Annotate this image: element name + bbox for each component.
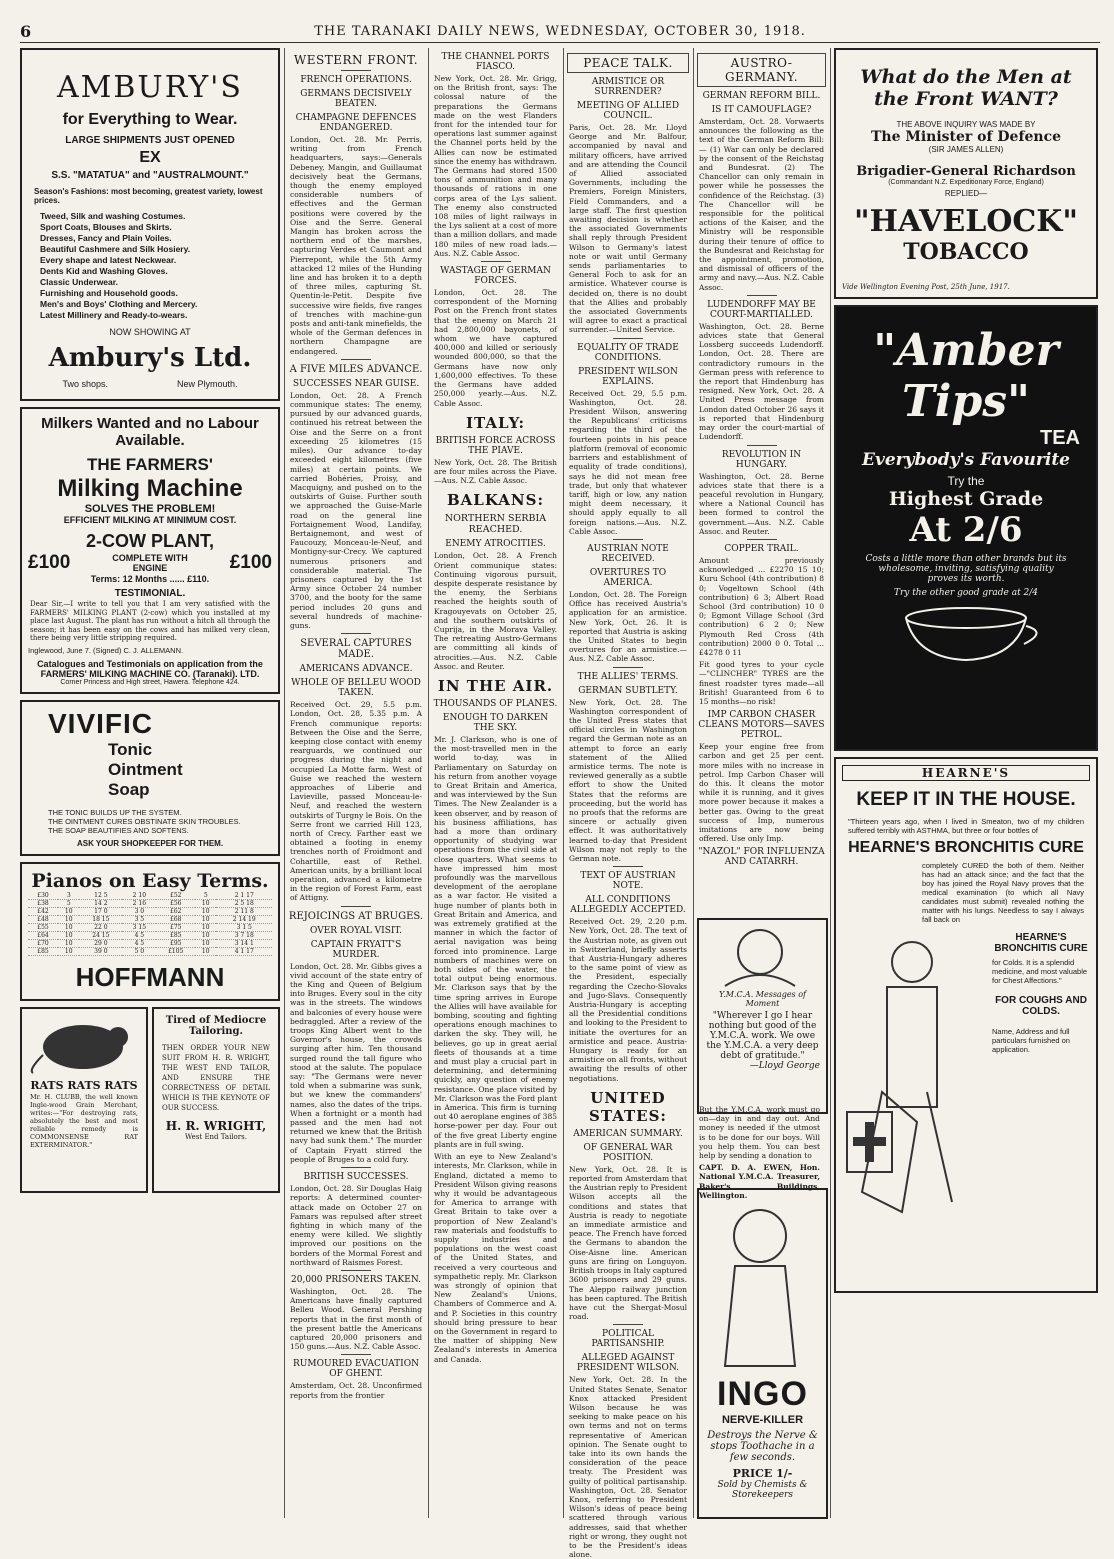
amber-price: At 2/6 [909,510,1023,550]
subhead: FRENCH OPERATIONS. [300,75,412,85]
subhead: REVOLUTION IN HUNGARY. [721,449,802,470]
subhead: LUDENDORFF MAY BE COURT-MARTIALLED. [707,299,816,320]
amber-try: Try the [947,474,985,488]
ambury-item: Dresses, Fancy and Plain Voiles. [40,233,172,243]
ingo-sub: NERVE-KILLER [721,1414,804,1426]
piano-row [28,923,272,931]
article-body: New York, Oct. 28. The British are four miles across the Piave.—Aus. N.Z. Cable Assoc. [434,457,557,486]
article-body: Paris, Oct. 28. Mr. Lloyd George and Mr. Balfour, accompanied by naval and military officers, have arrived and are attending the Council of Allied associated Governments, including the Premiers, Foreign Ministers, Field Commanders, and a large staff. The first question awaiting decision is whether the associated Governments shall reply through President Wilson to Germany's latest note or wait until Germany sends parliamentaries to General Foch to ask for an armistice. Whatever course is decided on, there is no doubt that the Allies and probably the associated Governments will agree to exact a practical surrender.—United Service. [569,123,687,335]
ads-column-left [20,48,280,1518]
milking-machine-ad [20,407,280,694]
ambury-town: New Plymouth. [176,379,238,389]
milk-firm: FARMERS' MILKING MACHINE CO. (Taranaki). LTD. [40,668,260,679]
piano-cell: £56 [156,899,195,907]
piano-cell: 10 [195,947,216,955]
article-body: London, Oct. 28. Mr. Perris, writing from French headquarters, says:—Generals Debeney, Mangin, and Guillaumat decisively beat the Germans, though the enemy employed considerable numbers of effectives and the German positions were covered by the Oise and the Serre. General Mangin has broken across the northern end of the marshes, capturing Verdes et Caumont and Pierrepont, while the 5th Army attacked 12 miles of the Hunding line and has broken it to a depth of three miles, capturing St. Quentin-le-Petit. Despite five successive wire fields, five ranges of trenches with machine-gun posts and anti-tank minefields, the whole of the German defences in northern Champagne are endangered. [290,135,422,356]
subhead: CHAMPAGNE DEFENCES ENDANGERED. [295,113,417,133]
havelock-vide: Vide Wellington Evening Post, 25th June, 1917. [842,283,1010,291]
piano-cell: £62 [156,907,195,915]
article-body: With an eye to New Zealand's interests, Mr. Clarkson, while in England, dictated a memo to President Wilson giving reasons why it would be advantageous for America to arrange with Great Britain to take over a proportion of New Zealand's raw materials and foodstuffs to supply industries and populations on the west coast of the United States, and received a very courteous and sympathetic reply. Mr. Clarkson was strongly of opinion that New Zealand's Unions, Chambers of Commerce and A. and P. Societies in this country should bring pressure to bear on the Government in regard to the matter of shipping New Zealand's interests in America and Canada. [434,1152,557,1364]
news-column-4 [567,48,689,1559]
ambury-items [40,211,272,321]
ads-column-right [834,48,1098,1518]
piano-cell: 3 [58,892,79,900]
section-header: AUSTRO-GERMANY. [697,53,826,87]
ingo-sold: Sold by Chemists & Storekeepers [717,1480,808,1500]
ambury-item: Tweed, Silk and washing Costumes. [40,211,186,221]
piano-cell: £48 [28,915,58,923]
piano-cell: 22 0 [79,923,122,931]
piano-cell: 10 [195,923,216,931]
subhead: REJOICINGS AT BRUGES. [288,910,424,922]
ambury-tagline: for Everything to Wear. [62,111,238,128]
western-front-header: WESTERN FRONT. [293,53,419,67]
piano-cell: 24 15 [79,931,122,939]
article-body: Amsterdam, Oct. 28. Vorwaerts announces the following as the text of the German Reform Bill:— (1) War can only be declared by the consent of the Reichstag and Bundesrat. (2) The Chancellor can only remain in power while he possesses the confidence of the Reichstag. (3) The Chancellor will be responsible for the political actions of the Kaiser, and the Ministry will be responsible during their tenure of office to the Bundesrat and Reichstag for the appointment, promotion, and dismissal of officers of the army and navy.—Aus. N.Z. Cable Assoc. [699,117,824,292]
subhead: OF GENERAL WAR POSITION. [583,1142,673,1163]
piano-row [28,931,272,939]
havelock-minister: The Minister of Defence [870,129,1062,145]
piano-cell: £68 [156,915,195,923]
piano-cell: 3 15 [122,923,156,931]
milk-signature: Inglewood, June 7. (Signed) C. J. ALLEMANN. [28,645,184,655]
piano-row [28,947,272,955]
hearne-name: Name, Address and full particulars furnished on application. [992,1027,1070,1054]
article-body: Washington, Oct. 28. Berne advices state that General Lossberg succeeds Ludendorff. London, Oct. 28. There are contradictory rumours in the German press with reference to the report that Hindenburg has resigned. New York, Oct. 28. A United Press message from London dated October 26 says it is reported that Hindenburg may order the court-martial of Ludendorff. [699,321,824,442]
article-body: Received Oct. 29, 5.5 p.m. Washington, Oct. 28. President Wilson, answering the Republicans' criticisms regarding the third of the fourteen points in his peace platform (removal of economic barriers and establishment of equality of trade conditions), says he did not mean free trade, but only that whatever tariff, high or low, any nation might deem necessary, it should apply equally to all foreign nations.—Aus. N.Z. Cable Assoc. [569,388,687,536]
subhead: SUCCESSES NEAR GUISE. [292,378,420,389]
ambury-item: Every shape and latest Neckwear. [40,255,177,265]
article-body: Received Oct. 29, 2.20 p.m. New York, Oct. 28. The text of the Austrian note, as given out in Switzerland, briefly asserts that Austria-Hungary adheres to the same point of view as the President, especially regarding the Czecho-Slovaks and Jugo-Slavs. Consequently Austria-Hungary is accepting all the Presidential conditions and looking to the President to initiate the overtures for an armistice and peace. Austria-Hungary is ready for an armistice on all fronts, without awaiting the results of other negotiations. [569,917,687,1083]
subhead: SEVERAL CAPTURES MADE. [300,638,412,661]
ambury-title: AMBURY'S [57,70,243,105]
subhead: GERMANS DECISIVELY BEATEN. [300,89,412,109]
subhead: THE ALLIES' TERMS. [577,671,679,682]
hearnes-ad [834,757,1098,1293]
milk-testimonial-body: Dear Sir,—I write to tell you that I am very satisfied with the FARMERS' MILKING PLANT (2-cow) which you installed at my place last August. The plant has run without a hitch all through the season; it has been easy on the cows and has milked very clean, there being very little stripping required. [30,600,270,642]
subhead: EQUALITY OF TRADE CONDITIONS. [577,342,679,363]
milk-testimonial: TESTIMONIAL. [114,588,186,599]
piano-cell: £52 [156,892,195,900]
piano-cell: 10 [195,939,216,947]
piano-cell: 14 2 [79,899,122,907]
article-body: Fit good tyres to your cycle—"CLINCHER" TYRES are the finest roadster tyres made—all British! Guaranteed from 6 to 15 months—no risk! [699,660,824,706]
subhead: "NAZOL" FOR INFLUENZA AND CATARRH. [698,847,825,868]
piano-cell: 3 14 1 [216,939,272,947]
subhead: TEXT OF AUSTRIAN NOTE. [580,871,676,892]
piano-cell: 2 14 19 [216,915,272,923]
subhead: ALL CONDITIONS ALLEGEDLY ACCEPTED. [570,895,686,916]
subhead: BRITISH SUCCESSES. [303,1172,409,1183]
subhead: AMERICAN SUMMARY. [573,1128,683,1139]
wright-address: West End Tailors. [185,1132,247,1141]
ingo-tagline: Destroys the Nerve & stops Toothache in a few seconds. [707,1430,818,1463]
subhead: PRESIDENT WILSON EXPLAINS. [578,366,678,387]
subhead: CAPTAIN FRYATT'S MURDER. [310,939,402,960]
amber-tips-ad [834,305,1098,751]
piano-cell: 3 1 5 [216,923,272,931]
article-body: Received Oct. 29, 5.5 p.m. London, Oct. 28, 5.35 p.m. A French communique reports: Between the Oise and the Serre, keeping close contact with enemy rearguards, we continued our progress during the night and occupied La Motte farm. West of Guise we reached the western approaches of Liberie and Lavieville, passed Monceau-le-Neuf, and reached the western outskirts of Turgny le Bois. On the Serre front we carried Hill 123, north of Crecy. Farther east we obtained a footing in enemy trenches north of Froidmont and Cohartille, east of Rethel. American units, by a brilliant local operation, advanced a kilometre in the region of Forest Farm, east of Attigny. [290,700,422,903]
havelock-brand: "HAVELOCK" [853,204,1079,239]
hearne-for: FOR COUGHS AND COLDS. [995,995,1087,1017]
knight-illustration [842,932,992,1232]
havelock-brigadier: Brigadier-General Richardson [856,164,1076,179]
subhead: COPPER TRAIL. [724,543,799,554]
pianos-ad [20,862,280,1001]
amber-costs: Costs a little more than other brands but its wholesome, inviting, satisfying quality proves its worth. [865,554,1067,584]
subhead: IS IT CAMOUFLAGE? [711,105,812,115]
vivific-soap: Soap [108,779,150,799]
subhead: THE CHANNEL PORTS FIASCO. [441,52,550,72]
teacup-icon [876,598,1056,668]
havelock-tobacco: TOBACCO [903,239,1029,265]
milk-terms: Terms: 12 Months ...... £110. [90,574,210,584]
piano-cell: 3 0 [122,907,156,915]
subhead: OVER ROYAL VISIT. [310,925,402,936]
ingo-ad [697,1188,828,1519]
milk-solves: SOLVES THE PROBLEM! [84,503,216,515]
rat-illustration [28,1015,138,1075]
subhead: THOUSANDS OF PLANES. [433,698,558,709]
column-rule [284,48,285,1518]
piano-cell: 2 1 17 [216,892,272,900]
subhead: WASTAGE OF GERMAN FORCES. [440,266,551,287]
article-body: Mr. J. Clarkson, who is one of the most-travelled men in the world to-day, was in Parliamentary on Saturday on his return from another voyage to Great Britain and America, and was interviewed by the Sun Times. The New Zealander is a keen observer, and by reason of his business affiliations, has had a more than ordinary opportunity of studying war operations from the civil side at close quarters. What seems to have impressed him most profoundly was the marvellous development of the aeroplane as a war factor. He visited a huge number of plants both in Great Britain and America, and was extremely gratified at the manner in which the factor of aerial navigation was being forced into prominence. Large numbers of machines were on both sides of the water, the total output being enormous. Mr. Clarkson says that by the time spring arrives in Europe the Allies will have available for bombing, scouting and fighting operations enough machines to darken the sky. They will, he believes, go up in great aerial fleets of thousands at a time and must play a crucial part in determining, and determining quickly, any question of enemy resistance. One place visited by Mr. Clarkson was the Ford plant in America. This firm is turning out 40 aeroplane engines of 385 horse-power per day. Four out of the five great Liberty engine plants are in full swing. [434,734,557,1149]
subhead: AUSTRIAN NOTE RECEIVED. [587,543,669,564]
piano-cell: 18 15 [79,915,122,923]
havelock-sir: (SIR JAMES ALLEN) [928,145,1004,154]
subhead: A FIVE MILES ADVANCE. [289,363,423,375]
piano-row [28,892,272,900]
vivific-ask: ASK YOUR SHOPKEEPER FOR THEM. [76,838,224,848]
piano-row [28,915,272,923]
hoffmann-title: HOFFMANN [75,961,225,992]
ymca-ad [697,918,828,1114]
amber-title: "Amber [873,325,1059,376]
havelock-question: What do the Men at the Front WANT? [860,66,1072,110]
piano-cell: 5 0 [122,947,156,955]
rats-title: RATS RATS RATS [30,1078,138,1092]
piano-cell: 4 5 [122,939,156,947]
subhead: IMP CARBON CHASER CLEANS MOTORS—SAVES PETROL. [698,710,825,741]
wright-body: THEN ORDER YOUR NEW SUIT FROM H. R. WRIGHT, THE WEST END TAILOR, AND ENSURE THE CORRECTNESS OF DETAIL WHICH IS THE KEYNOTE OF OUR SUCCESS. [162,1043,270,1112]
article-body: Washington, Oct. 28. The Americans have finally captured Belleu Wood. General Pershing reports that in the first month of the present battle the Americans captured 20,000 prisoners and 150 guns.—Aus. N.Z. Cable Assoc. [290,1286,422,1352]
amber-tips: Tips" [902,376,1030,427]
subhead: GERMAN REFORM BILL. [702,91,821,101]
column-rule [563,48,564,1518]
piano-cell: 10 [58,915,79,923]
ambury-item: Men's and Boys' Clothing and Mercery. [40,299,198,309]
article-body: London, Oct. 28. The Foreign Office has received Austria's application for an armistice. New York, Oct. 26. It is reported that Austria is asking the United States to begin overtures for an armistice.—Aus. N.Z. Cable Assoc. [569,589,687,664]
ymca-donee: CAPT. D. A. EWEN, Hon. National Y.M.C.A. Treasurer, Baker's Buildings, Wellington. [699,1163,820,1200]
piano-cell: 10 [58,931,79,939]
piano-cell: 10 [195,907,216,915]
milk-price-right: £100 [229,552,272,573]
section-header: ITALY: [466,413,525,432]
ambury-season: Season's Fashions: most becoming, greatest variety, lowest prices. [34,187,263,205]
piano-cell: £70 [28,939,58,947]
ymca-quote: "Wherever I go I hear nothing but good of the Y.M.C.A. work. We owe the Y.M.C.A. a very deep debt of gratitude." [706,1011,819,1061]
milk-price: £100 [28,552,71,573]
milk-catalogues: Catalogues and Testimonials on application from the [37,658,263,669]
ambury-item: Latest Millinery and Ready-to-wears. [40,310,188,320]
amber-favourite: Everybody's Favourite [862,450,1070,470]
vivific-title: VIVIFIC [48,707,154,739]
article-body: London, Oct. 28. A French communique states: The enemy, pursued by our advanced guards, continued his retreat between the Oise and the Serre on a front exceeding 25 kilometres (15 miles). Our advance to-day exceeded eight kilometres (five miles) at certain points. We carried Bohéries, Proisy, and Macquigny, and pushed on to the outskirts of Guise. Further south we approached the Guise-Marle road on the general line Fortaignement Wood, Landifay, Bertaignemont, and west of Faucouzy, Monceau-le-Neuf, and Montigny-sur-Crecy. We captured numerous prisoners and considerable material. The prisoners captured by the 1st Army since October 24 number 3700, and the booty for the same period includes 20 guns and several hundreds of machine-guns. [290,390,422,630]
subhead: WHOLE OF BELLEU WOOD TAKEN. [291,678,421,699]
milk-efficient: EFFICIENT MILKING AT MINIMUM COST. [63,515,237,525]
ambury-ships: S.S. "MATATUA" and "AUSTRALMOUNT." [51,170,249,181]
column-rule [428,48,429,1518]
piano-cell: 2 5 18 [216,899,272,907]
piano-cell: 39 0 [79,947,122,955]
piano-cell: £85 [156,931,195,939]
piano-row [28,907,272,915]
piano-cell: 4 1 17 [216,947,272,955]
ambury-ad [20,48,280,401]
section-header: IN THE AIR. [437,676,554,695]
article-body: New York, Oct. 28. The Washington correspondent of the United Press states that official circles in Washington regard the German note as an attempt to force an early statement of the Allied armistice terms. The note is reviewed generally as a subtle effort to show the United States that the reforms are proceeding, but the world has no proofs that the reforms are sincere or actually given effect. It was authoritatively learned to-day that President Wilson may not reply to the German note. [569,697,687,863]
piano-cell: 2 16 [122,899,156,907]
piano-cell: £95 [156,939,195,947]
havelock-replied: REPLIED— [944,189,988,198]
piano-cell: £38 [28,899,58,907]
subhead: ENEMY ATROCITIES. [445,539,546,550]
wright-title: Tired of Mediocre Tailoring. [165,1014,267,1037]
piano-cell: 2 10 [122,892,156,900]
news-column-3 [432,48,559,1518]
section-header: PEACE TALK. [567,53,689,73]
hearne-side-title: HEARNE'S BRONCHITIS CURE [994,932,1088,954]
pianos-table [28,892,272,956]
article-body: London, Oct. 28. The correspondent of the Morning Post on the French front states that the enemy on March 21 had 2,800,000 bayonets, of whom we have captured 400,000 and killed or seriously wounded 800,000, so that the Germans have now only 1,600,000 effectives. To these the Germans have added 250,000 yearly.—Aus. N.Z. Cable Assoc. [434,288,557,408]
piano-cell: 3 7 18 [216,931,272,939]
article-body: Amsterdam, Oct. 28. Unconfirmed reports from the frontier [290,1381,422,1400]
milk-plant: 2-COW PLANT, [86,531,214,551]
piano-cell: 5 [195,892,216,900]
ingo-title: INGO [717,1375,808,1413]
piano-cell: 12 5 [79,892,122,900]
ingo-price: PRICE 1/- [732,1467,793,1480]
ymca-title: Y.M.C.A. Messages of Moment [719,990,806,1008]
piano-cell: 10 [195,899,216,907]
piano-cell: £105 [156,947,195,955]
article-body: New York, Oct. 28. Mr. Grigg, on the British front, says: The colossal nature of the preparations the Germans made on the west Flanders front for the intended tour for operations last summer against the Channel ports held by the Allies can now be estimated since the enemy has withdrawn. The Germans had stored 1500 tons of ammunition and many thousands of rations in one corps area of the Lys salient. The enemy also constructed 108 miles of light railways in the Lys salient at a cost of more than a million dollars, and made 180 miles of new road lads.—Aus. N.Z. Cable Assoc. [434,74,557,258]
amber-grade: Highest Grade [888,488,1044,510]
piano-cell: £30 [28,892,58,900]
pianos-title: Pianos on Easy Terms. [31,869,269,892]
piano-cell: 10 [58,947,79,955]
hearne-body: completely CURED the both of them. Neither has had an attack since; and the fact that the boy has joined the Royal Navy proves that the medical examination (to which all Navy candidates must submit) revealed nothing the matter with his lungs. Needless to say I always fall back on [922,861,1084,924]
piano-cell: 10 [58,923,79,931]
ambury-item: Dents Kid and Washing Gloves. [40,266,168,276]
vivific-line1: THE TONIC BUILDS UP THE SYSTEM. [48,807,182,817]
hearne-quote: "Thirteen years ago, when I lived in Smeaton, two of my children suffered terribly with ASTHMA, but three or four bottles of [848,817,1084,835]
hearne-cure: HEARNE'S BRONCHITIS CURE [848,839,1084,856]
ambury-item: Furnishing and Household goods. [40,288,178,298]
section-header: BALKANS: [446,491,544,510]
ambury-shops: Two shops. [62,379,109,389]
havelock-commandant: (Commandant N.Z. Expeditionary Force, England) [888,179,1044,186]
milk-complete: COMPLETE WITH ENGINE [112,553,188,573]
girl-illustration [705,1196,820,1371]
piano-row [28,939,272,947]
article-body: New York, Oct. 28. In the United States Senate, Senator Knox attacked President Wilson because he was seeking to make peace on his own terms and not on terms representative of American opinion. The Senate ought to take into its own hands the consideration of the peace treaty. The President was guilty of political partisanship. Washington, Oct. 28. Senator Knox, referring to President Wilson's ideas of peace being scattered through various addresses, said that whether right or wrong, they ought not to be the President's ideas alone. [569,1375,687,1559]
subhead: RUMOURED EVACUATION OF GHENT. [293,1359,419,1380]
piano-cell: 29 0 [79,939,122,947]
subhead: GERMAN SUBTLETY. [578,685,678,696]
subhead: AMERICANS ADVANCE. [299,664,413,675]
havelock-ad [834,48,1098,299]
ambury-ex: EX [139,149,161,166]
ymca-body: But the Y.M.C.A. work must go on—day in and day out. And money is needed if the utmost is to be done for our boys. Will you help them. You can best help by sending a donation to [699,1105,820,1161]
milk-farmers: THE FARMERS' [87,455,213,474]
milk-title: Milking Machine [57,475,243,502]
subhead: NORTHERN SERBIA REACHED. [444,513,547,536]
hearne-brand: HEARNE'S [842,765,1090,781]
subhead: MEETING OF ALLIED COUNCIL. [576,101,680,121]
piano-cell: £85 [28,947,58,955]
ambury-item: Beautiful Cashmere and Silk Hosiery. [40,244,191,254]
ambury-shipments: LARGE SHIPMENTS JUST OPENED [65,135,235,146]
piano-cell: 10 [195,931,216,939]
wright-tailor-ad [152,1007,280,1193]
rats-body: Mr. H. CLUBB, the well known Ingle-wood Grain Merchant, writes:—"For destroying rats, absolutely the best and most reliable remedy is COMMONSENSE RAT EXTERMINATOR." [30,1092,138,1149]
havelock-inquiry: THE ABOVE INQUIRY WAS MADE BY [896,120,1036,129]
ambury-item: Classic Underwear. [40,277,118,287]
piano-row [28,899,272,907]
ymca-author: —Lloyd George [749,1061,820,1071]
milk-headline: Milkers Wanted and no Labour Available. [41,415,259,449]
section-header: UNITED STATES: [589,1088,667,1125]
piano-cell: 2 11 8 [216,907,272,915]
vivific-ointment: Ointment [108,759,183,779]
masthead-title: THE TARANAKI DAILY NEWS, WEDNESDAY, OCTOBER 30, 1918. [314,23,806,39]
subhead: BRITISH FORCE ACROSS THE PIAVE. [435,435,556,456]
western-front-column [288,48,424,1518]
vivific-line2: THE OINTMENT CURES OBSTINATE SKIN TROUBLES. [48,816,241,826]
ambury-item: Sport Coats, Blouses and Skirts. [40,222,172,232]
piano-cell: 10 [58,907,79,915]
column-rule [830,48,831,1518]
vivific-ad [20,700,280,856]
subhead: POLITICAL PARTISANSHIP. [591,1329,665,1350]
article-body: London, Oct. 28. A French Orient communique states: Continuing vigorous pursuit, despite desperate resistance by the enemy, the Serbians reached the heights south of Kragouyevats on October 25, and the southern outskirts of Cuprija, in the Morava Valley. The retreating Austro-Germans are committing all kinds of atrocities.—Aus. N.Z. Cable Assoc. and Reuter. [434,551,557,671]
piano-cell: £42 [28,907,58,915]
subhead: ARMISTICE OR SURRENDER? [591,77,665,97]
subhead: ENOUGH TO DARKEN THE SKY. [442,712,549,733]
piano-cell: 10 [58,939,79,947]
piano-cell: £64 [28,931,58,939]
article-body: New York, Oct. 28. It is reported from Amsterdam that the Austrian reply to President Wilson accepts all the conditions and states that Austria is ready to negotiate an immediate armistice and peace. The French have forced the Germans to abandon the Oise-Aisne line. American guns are firing on Longuyon. British troops in Italy captured 3600 prisoners and 29 guns. The Aleppo railway junction has been captured. The British have cut the Shergat-Mosul road. [569,1164,687,1322]
news-column-5 [697,48,826,1518]
milk-address: Corner Princess and High street, Hawera. Telephone 424. [60,678,240,686]
vivific-tonic: Tonic [108,739,153,759]
piano-cell: 5 [58,899,79,907]
amber-tea: TEA [1040,427,1080,449]
masthead [20,20,1100,43]
hearne-keep: KEEP IT IN THE HOUSE. [856,789,1076,810]
wright-name: H. R. WRIGHT, [165,1118,267,1133]
piano-cell: 3 5 [122,915,156,923]
portrait-illustration [705,926,820,986]
column-rule [693,48,694,1518]
piano-cell: 10 [195,915,216,923]
piano-cell: 4 5 [122,931,156,939]
page-number: 6 [20,21,33,41]
article-body: Washington, Oct. 28. Berne advices state that there is a peaceful revolution in Hungary, where a National Council has been formed to control the government.—Aus. N.Z. Cable Assoc. and Reuter. [699,471,824,536]
piano-cell: £55 [28,923,58,931]
amber-other: Try the other good grade at 2/4 [893,588,1039,598]
article-body: London, Oct. 28. Mr. Gibbs gives a vivid account of the state entry of the King and Queen of Belgium into Bruges. Every soul in the city was in the streets. The windows and balconies of every house were bedraggled. After a review of the troops King Albert went to the Governor's house, the crowds surging after him. Ten thousand surged round the tall figure who stood at the salute. The populace say: "The Germans were never told when a submarine was sunk, but we knew the commanders' names, also the dates of the trips. When a fortnight or a month had passed and the men had not returned we knew that the British navy had sunk them." The murder of Captain Fryatt stirred the people of Bruges to a cold fury. [290,961,422,1164]
piano-cell: £75 [156,923,195,931]
subhead: OVERTURES TO AMERICA. [589,567,667,588]
article-body: London, Oct. 28. Sir Douglas Haig reports: A determined counter-attack made on October 27 on Famars was repulsed after street fighting in which many of the enemy were killed. We slightly improved our positions on the borders of the Mormal Forest and northward of Raismes Forest. [290,1184,422,1267]
article-body: Amount previously acknowledged ... £2270 15 10; Kuru School (4th contribution) 8 0; Vogeltown School (4th contribution) 6 3; Albert Road School (3rd contribution) 10 0 0; Egmont Village School (3rd contribution) 6 2 0; New Plymouth Red Cross (4th contribution) 2000 0 0. Total ... £4278 0 11 [699,555,824,657]
ambury-ltd: Ambury's Ltd. [48,343,252,373]
hearne-side-body: for Colds. It is a splendid medicine, and most valuable for Chest Affections." [992,958,1088,985]
subhead: 20,000 PRISONERS TAKEN. [291,1274,421,1285]
article-body: Keep your engine free from carbon and get 25 per cent. more miles with no increase in petrol. Imp Carbon Chaser will do this. It cleans the motor while it is running, and it gives more power because it makes a better gas. Owing to the great success of Imp, numerous imitations are now being offered. Use only Imp. [699,742,824,844]
ambury-showing: NOW SHOWING AT [109,327,191,337]
piano-cell: 17 0 [79,907,122,915]
subhead: ALLEGED AGAINST PRESIDENT WILSON. [576,1353,680,1374]
rats-ad [20,1007,148,1193]
vivific-line3: THE SOAP BEAUTIFIES AND SOFTENS. [48,825,189,835]
